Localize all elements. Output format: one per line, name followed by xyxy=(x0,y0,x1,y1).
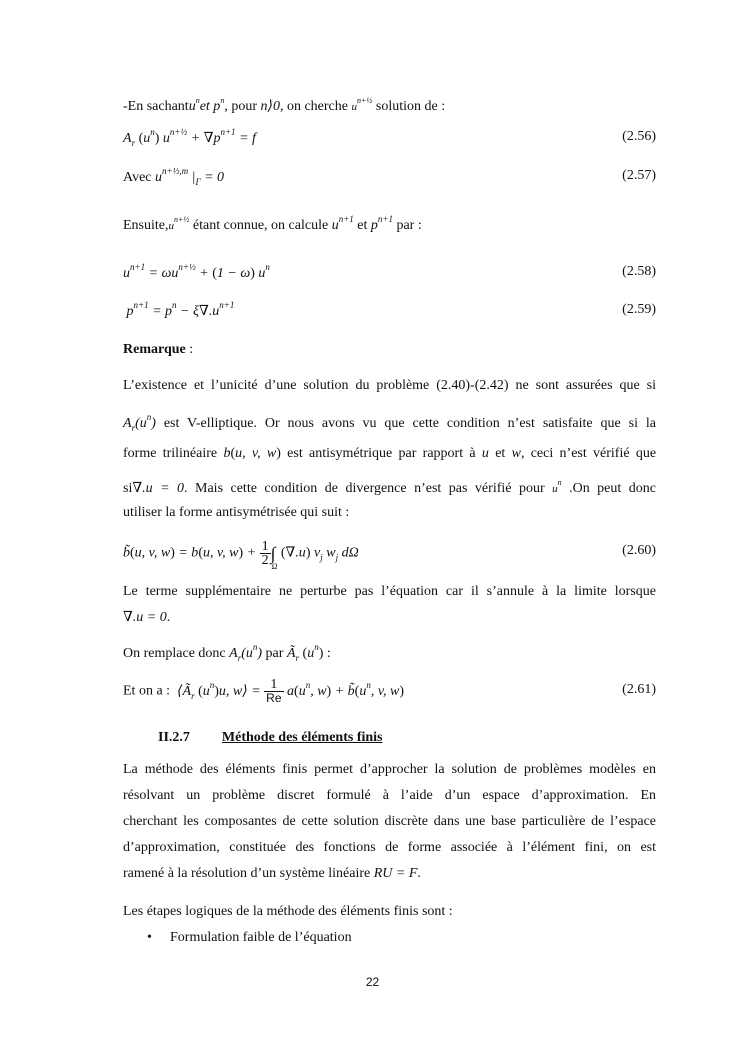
math-un: $u^n$ xyxy=(552,478,562,495)
text: -En sachant xyxy=(123,99,189,114)
remarque-label: Remarque xyxy=(123,342,186,357)
list-item: Formulation faible de l’équation xyxy=(170,930,352,945)
ensuite-line xyxy=(123,214,656,234)
paragraph-line xyxy=(123,866,656,882)
text: étant connue, on calcule xyxy=(192,218,329,233)
text: , pour xyxy=(224,99,257,114)
math-un-pn: $u^net$ $p^n$ xyxy=(188,96,225,114)
math-div-u: ∇.u = 0 xyxy=(132,481,185,496)
paragraph-line: Les étapes logiques de la méthode des éléments finis sont : xyxy=(123,904,453,919)
equation-2-61 xyxy=(123,674,656,708)
text: et xyxy=(495,446,506,461)
text: : xyxy=(326,646,331,661)
text: forme trilinéaire xyxy=(123,446,218,461)
equation-number: (2.60) xyxy=(622,543,656,558)
paragraph-line xyxy=(123,642,656,663)
text: On remplace donc xyxy=(123,646,226,661)
text: . xyxy=(417,866,421,881)
equation-number: (2.59) xyxy=(622,302,656,317)
equation-number: (2.56) xyxy=(622,129,656,144)
equation-2-56 xyxy=(123,127,656,151)
paragraph-line: Le terme supplémentaire ne perturbe pas l’équation car il s’annule à la limite lorsque xyxy=(123,584,656,599)
text: si xyxy=(123,481,133,496)
math-n-gt-0: n⟩0 xyxy=(260,99,280,114)
text: , on cherche xyxy=(279,99,348,114)
text: par xyxy=(265,646,284,661)
text: : xyxy=(185,342,194,357)
equation-2-60 xyxy=(123,533,656,573)
paragraph-line: d’approximation, constituée des fonctions de forme associée à l’élément fini, on est xyxy=(123,840,656,855)
section-heading xyxy=(158,730,383,746)
equation-body: $p^{n+1} = p^n - \xi\nabla.u^{n+1}$ xyxy=(123,300,235,319)
equation-body: b̃(u, v, w) = b(u, v, w) + $\frac{1}{2}$ $\int_\Omega$ (∇.u) $v_j$ $w_j$ dΩ xyxy=(123,539,359,571)
math-p-n1: $p^{n+1}$ xyxy=(370,214,393,233)
text: Ensuite, xyxy=(123,218,169,233)
math-u-n1: $u^{n+1}$ xyxy=(331,214,354,233)
equation-2-59 xyxy=(123,300,656,324)
paragraph-line: cherchant les composantes de cette solution discrète dans une base particulière de l’espace xyxy=(123,814,656,829)
paragraph-line: L’existence et l’unicité d’une solution du problème (2.40)-(2.42) ne sont assurées que si xyxy=(123,378,656,393)
paragraph-line: utiliser la forme antisymétrisée qui suit : xyxy=(123,505,350,520)
text: . Mais cette condition de divergence n’est pas vérifié pour xyxy=(184,481,545,496)
text: . xyxy=(166,610,171,625)
paragraph-line xyxy=(123,412,656,433)
math-ar-un: $A_r(u^n)$ xyxy=(229,642,263,663)
equation-number: (2.57) xyxy=(622,168,656,183)
text: est antisymétrique par rapport à xyxy=(287,446,476,461)
remarque-line xyxy=(123,342,656,358)
equation-body: Et on a : $⟨Ã_r$ $(u^n)u$, w⟩ = $\frac{1}{Re}$ $a(u^n$, $w) + b̃(u^n$, v, w) xyxy=(123,677,405,705)
equation-body: Avec $u^{n+\frac{1}{2},m}$ $|_\Gamma = 0$ xyxy=(123,166,225,187)
paragraph-line: résolvant un problème discret formulé à l’aide d’un espace d’approximation. En xyxy=(123,788,656,803)
equation-number: (2.61) xyxy=(622,682,656,697)
text: par : xyxy=(396,218,422,233)
equation-body: $A_r$ $(u^n) u^{n+\frac{1}{2}} + \nabla p^{n+1} = f$ xyxy=(123,127,256,148)
math-ar-tilde-un: $Ã_r$ $(u^n)$ xyxy=(286,642,324,663)
math-ar-un: $A_r(u^n)$ xyxy=(123,412,156,433)
math-u-half: $u^{n+\frac{1}{2}}$ xyxy=(168,215,190,232)
text: , ceci n’est vérifié que xyxy=(520,446,657,461)
equation-body: $u^{n+1} = \omega u^{n+\frac{1}{2}} + (1 - \omega)$ $u^n$ xyxy=(123,262,270,281)
paragraph-line xyxy=(123,609,656,626)
text: Et on a : xyxy=(123,683,171,699)
paragraph-line: La méthode des éléments finis permet d’approcher la solution de problèmes modèles en xyxy=(123,762,656,777)
section-number: II.2.7 xyxy=(158,730,190,745)
text: .On peut donc xyxy=(569,481,656,496)
bullet-icon: • xyxy=(147,930,152,945)
math-w: w xyxy=(511,446,521,461)
math-div-u: ∇.u = 0 xyxy=(123,610,167,625)
intro-line xyxy=(123,96,656,115)
equation-number: (2.58) xyxy=(622,264,656,279)
text: solution de : xyxy=(375,99,446,114)
equation-2-57 xyxy=(123,166,656,190)
section-title: Méthode des éléments finis xyxy=(221,730,383,745)
text: et xyxy=(357,218,368,233)
text: ramené à la résolution d’un système linéaire xyxy=(123,866,371,881)
paragraph-line xyxy=(123,446,656,462)
text: Avec xyxy=(123,170,152,185)
math-ru-f: RU = F xyxy=(373,866,418,881)
math-b-uvw: b(u, v, w) xyxy=(223,446,281,461)
math-u: u xyxy=(481,446,489,461)
math-u-half: $u^{n+\frac{1}{2}}$ xyxy=(351,96,373,113)
equation-2-58 xyxy=(123,262,656,286)
page-number: 22 xyxy=(365,975,380,989)
text: est V-elliptique. Or nous avons vu que cette condition n’est satisfaite que si la xyxy=(163,416,656,431)
paragraph-line xyxy=(123,478,656,497)
